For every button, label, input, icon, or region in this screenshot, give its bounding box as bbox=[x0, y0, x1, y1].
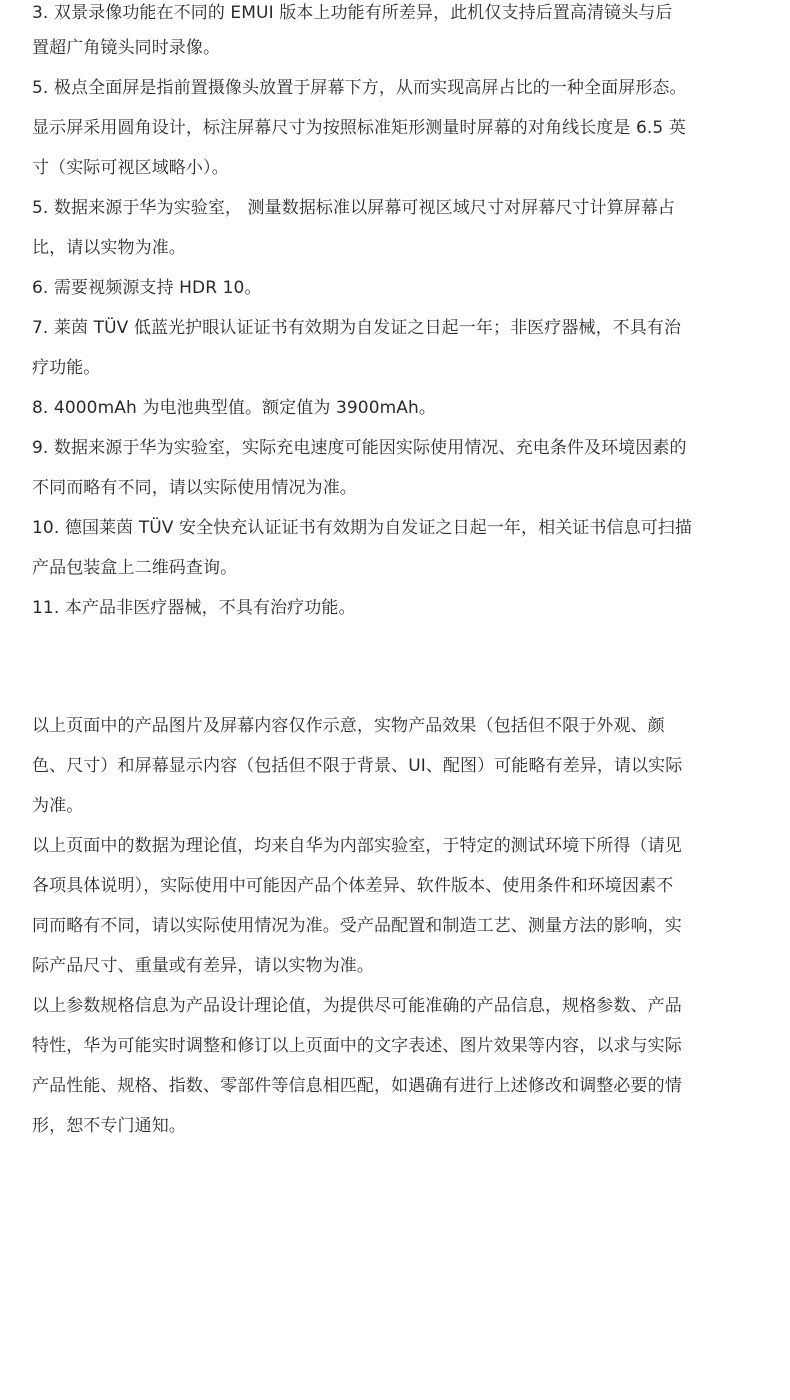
footnote-line: 显示屏采用圆角设计，标注屏幕尺寸为按照标准矩形测量时屏幕的对角线长度是 6.5 英 bbox=[32, 118, 686, 138]
footnote-line: 9. 数据来源于华为实验室，实际充电速度可能因实际使用情况、充电条件及环境因素的 bbox=[32, 438, 687, 458]
disclaimer-line: 形，恕不专门通知。 bbox=[32, 1116, 186, 1136]
footnote-line: 比，请以实物为准。 bbox=[32, 238, 186, 258]
footnote-line: 疗功能。 bbox=[32, 358, 101, 378]
footnote-line: 8. 4000mAh 为电池典型值。额定值为 3900mAh。 bbox=[32, 398, 436, 418]
footnote-line: 置超广角镜头同时录像。 bbox=[32, 38, 221, 58]
disclaimer-line: 际产品尺寸、重量或有差异，请以实物为准。 bbox=[32, 956, 374, 976]
footnote-line: 5. 极点全面屏是指前置摄像头放置于屏幕下方，从而实现高屏占比的一种全面屏形态。 bbox=[32, 78, 687, 98]
footnote-line: 7. 莱茵 TÜV 低蓝光护眼认证证书有效期为自发证之日起一年；非医疗器械，不具有治 bbox=[32, 318, 682, 338]
footnote-line: 11. 本产品非医疗器械，不具有治疗功能。 bbox=[32, 598, 356, 618]
footnote-line: 不同而略有不同，请以实际使用情况为准。 bbox=[32, 478, 357, 498]
footnote-line: 10. 德国莱茵 TÜV 安全快充认证证书有效期为自发证之日起一年，相关证书信息可扫描 bbox=[32, 518, 693, 538]
disclaimer-line: 以上参数规格信息为产品设计理论值，为提供尽可能准确的产品信息，规格参数、产品 bbox=[32, 996, 682, 1016]
disclaimer-section bbox=[32, 706, 770, 1146]
footnote-line: 5. 数据来源于华为实验室， 测量数据标准以屏幕可视区域尺寸对屏幕尺寸计算屏幕占 bbox=[32, 198, 676, 218]
footnote-line: 3. 双景录像功能在不同的 EMUI 版本上功能有所差异，此机仅支持后置高清镜头与后 bbox=[32, 3, 673, 23]
disclaimer-line: 为准。 bbox=[32, 796, 84, 816]
footnotes-list bbox=[32, 0, 770, 628]
disclaimer-line: 特性，华为可能实时调整和修订以上页面中的文字表述、图片效果等内容，以求与实际 bbox=[32, 1036, 682, 1056]
footnote-line: 寸（实际可视区域略小）。 bbox=[32, 158, 229, 178]
disclaimer-line: 同而略有不同，请以实际使用情况为准。受产品配置和制造工艺、测量方法的影响，实 bbox=[32, 916, 682, 936]
disclaimer-line: 色、尺寸）和屏幕显示内容（包括但不限于背景、UI、配图）可能略有差异，请以实际 bbox=[32, 756, 683, 776]
footnote-line: 产品包装盒上二维码查询。 bbox=[32, 558, 238, 578]
disclaimer-line: 各项具体说明），实际使用中可能因产品个体差异、软件版本、使用条件和环境因素不 bbox=[32, 876, 674, 896]
disclaimer-line: 以上页面中的产品图片及屏幕内容仅作示意，实物产品效果（包括但不限于外观、颜 bbox=[32, 716, 665, 736]
disclaimer-line: 产品性能、规格、指数、零部件等信息相匹配，如遇确有进行上述修改和调整必要的情 bbox=[32, 1076, 682, 1096]
disclaimer-line: 以上页面中的数据为理论值，均来自华为内部实验室，于特定的测试环境下所得（请见 bbox=[32, 836, 682, 856]
footnote-line: 6. 需要视频源支持 HDR 10。 bbox=[32, 278, 262, 298]
